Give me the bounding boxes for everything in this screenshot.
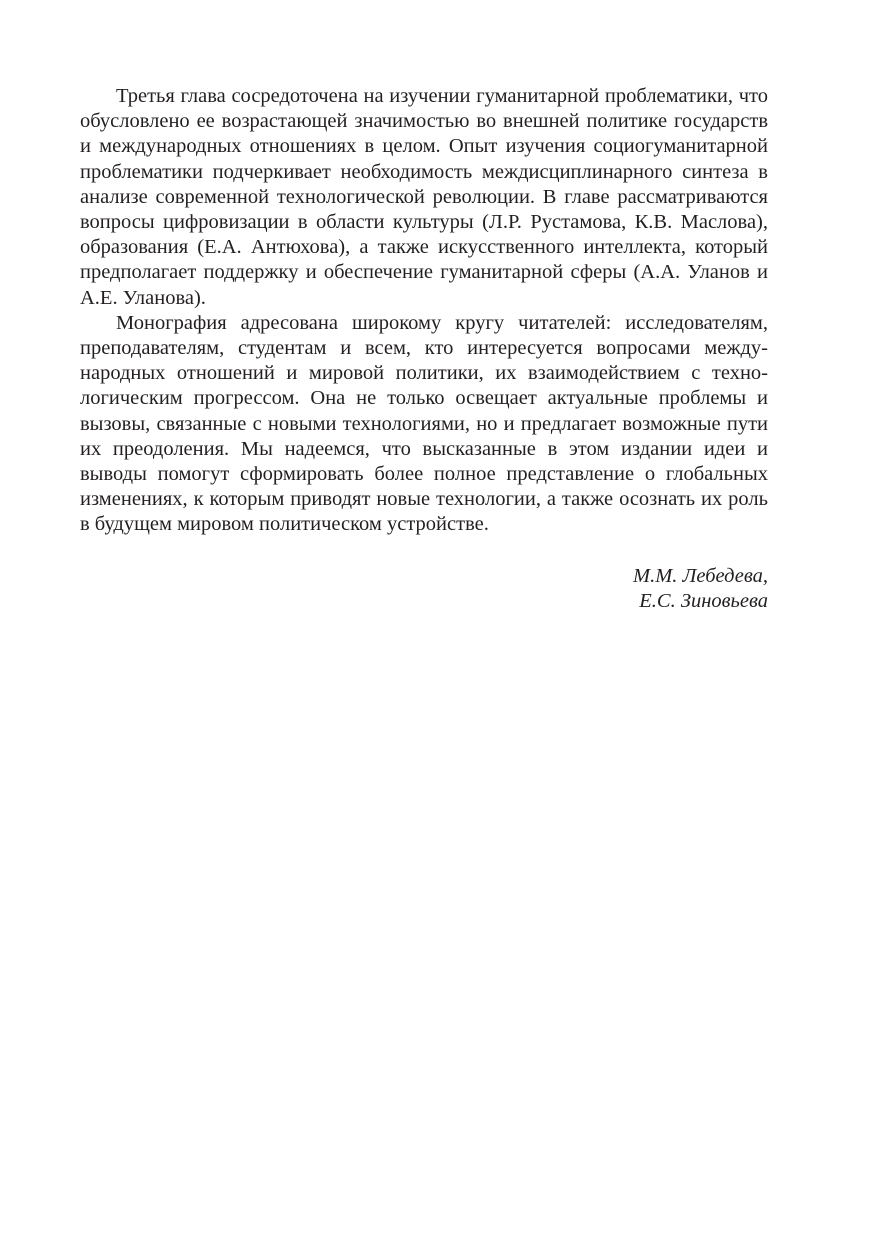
author-zinovieva: Е.С. Зиновьева	[639, 589, 768, 612]
signature-block	[80, 564, 768, 614]
author-lebedeva: М.М. Лебедева,	[633, 564, 768, 587]
paragraph-chapter-three: Третья глава сосредоточена на изучении гуманитарной проблематики, что обусловлено ее возрастающей значимостью во внешней политике государств и международных отношениях в целом. Опыт изучения социогуманитарной проблематики подчеркивает необходимость междисциплинарного синтеза в анализе современной технологической революции. В главе рассматриваются вопросы цифровизации в области культуры (Л.Р. Рустамова, К.В. Маслова), образования (Е.А. Антюхова), а также искусственного интеллекта, который предполагает поддержку и обеспечение гуманитарной сферы (А.А. Уланов и А.Е. Уланова).	[80, 85, 768, 309]
page-body	[80, 84, 768, 614]
paragraph-audience: Монография адресована широкому кругу читателей: исследователям, преподавателям, студентам и всем, кто интересуется вопросами международных отношений и мировой политики, их взаимодействием с технологическим прогрессом. Она не только освещает актуальные проблемы и вызовы, связанные с новыми технологиями, но и предлагает возможные пути их преодоления. Мы надеемся, что высказанные в этом издании идеи и выводы помогут сформировать более полное представление о глобальных изменениях, к которым приводят новые технологии, а также осознать их роль в будущем мировом политическом устройстве.	[80, 311, 768, 536]
